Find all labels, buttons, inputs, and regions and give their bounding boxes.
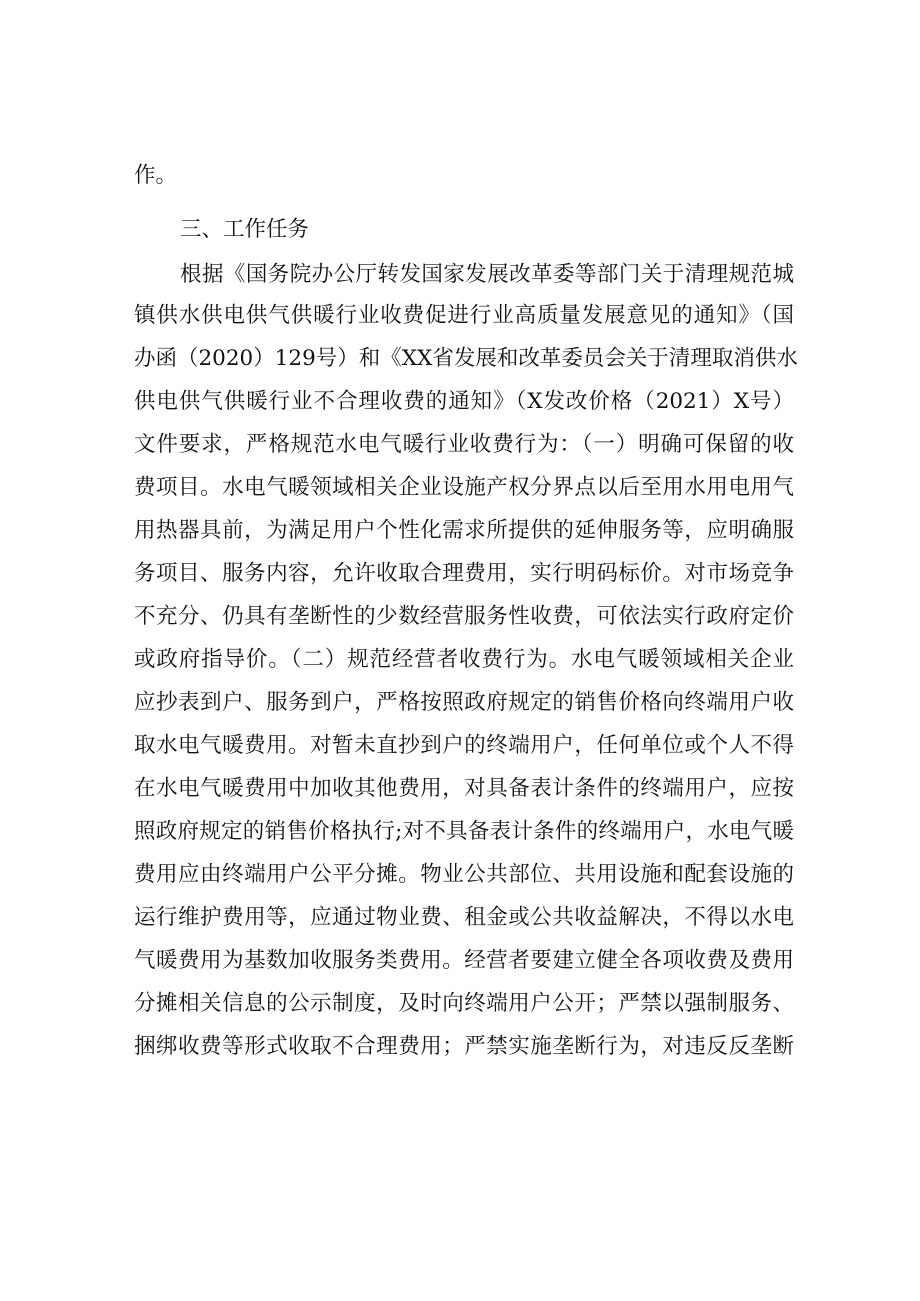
- paragraph-line: 镇供水供电供气供暖行业收费促进行业高质量发展意见的通知》（国: [134, 303, 794, 328]
- paragraph-line: 供电供气供暖行业不合理收费的通知》（X发改价格（2021）X号）: [134, 389, 794, 414]
- paragraph-line: 应抄表到户、服务到户，严格按照政府规定的销售价格向终端用户收: [134, 690, 794, 715]
- paragraph-line: 或政府指导价。（二）规范经营者收费行为。水电气暖领域相关企业: [134, 647, 794, 672]
- paragraph-line: 在水电气暖费用中加收其他费用，对具备表计条件的终端用户，应按: [134, 776, 794, 801]
- section-heading: 三、工作任务: [180, 217, 310, 242]
- paragraph-line: 分摊相关信息的公示制度，及时向终端用户公开；严禁以强制服务、: [134, 991, 794, 1016]
- paragraph-line: 照政府规定的销售价格执行;对不具备表计条件的终端用户，水电气暖: [134, 819, 794, 844]
- paragraph-line: 取水电气暖费用。对暂未直抄到户的终端用户，任何单位或个人不得: [134, 733, 794, 758]
- paragraph-line: 气暖费用为基数加收服务类费用。经营者要建立健全各项收费及费用: [134, 948, 794, 973]
- paragraph-line: 运行维护费用等，应通过物业费、租金或公共收益解决，不得以水电: [134, 905, 794, 930]
- paragraph-line: 办函（2020）129号）和《XX省发展和改革委员会关于清理取消供水: [134, 346, 798, 371]
- paragraph-line: 务项目、服务内容，允许收取合理费用，实行明码标价。对市场竞争: [134, 561, 794, 586]
- paragraph-line: 用热器具前，为满足用户个性化需求所提供的延伸服务等，应明确服: [134, 518, 794, 543]
- paragraph-line: 捆绑收费等形式收取不合理费用；严禁实施垄断行为，对违反反垄断: [134, 1034, 794, 1059]
- paragraph-line: 不充分、仍具有垄断性的少数经营服务性收费，可依法实行政府定价: [134, 604, 794, 629]
- paragraph-line: 根据《国务院办公厅转发国家发展改革委等部门关于清理规范城: [180, 262, 794, 287]
- continuation-text: 作。: [134, 163, 178, 188]
- paragraph-line: 文件要求，严格规范水电气暖行业收费行为：（一）明确可保留的收: [134, 432, 794, 457]
- paragraph-line: 费项目。水电气暖领域相关企业设施产权分界点以后至用水用电用气: [134, 475, 794, 500]
- paragraph-line: 费用应由终端用户公平分摊。物业公共部位、共用设施和配套设施的: [134, 862, 794, 887]
